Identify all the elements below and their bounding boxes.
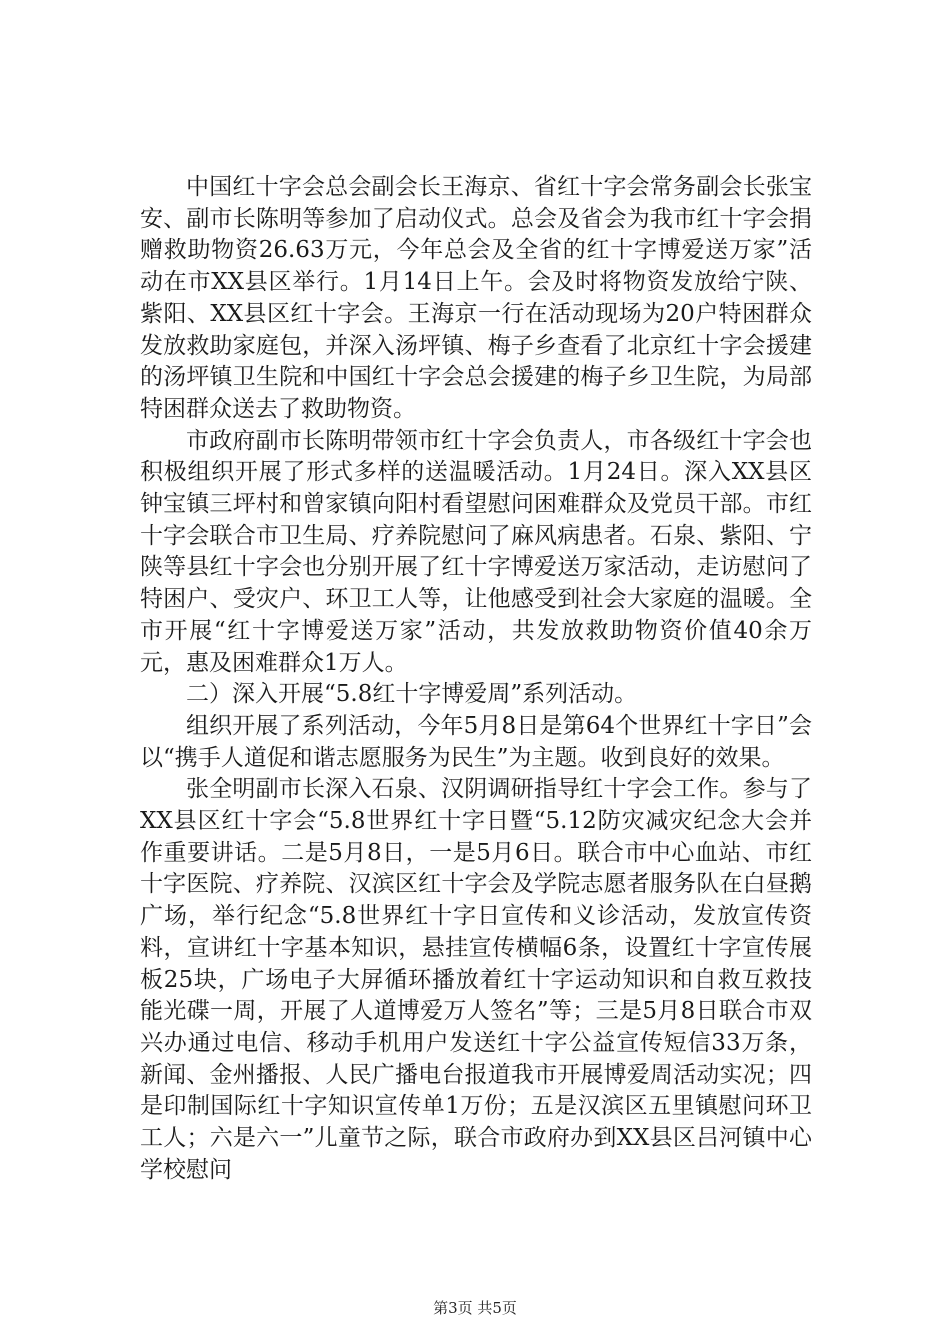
paragraph-4: 组织开展了系列活动，今年5月8日是第64个世界红十字日”会以“携手人道促和谐志愿服务为民生”为主题。收到良好的效果。	[140, 712, 812, 771]
paragraph-3: 二）深入开展“5.8红十字博爱周”系列活动。	[186, 681, 638, 708]
page-number-footer: 第3页 共5页	[433, 1299, 517, 1317]
document-body	[140, 172, 812, 1187]
paragraph-5: 张全明副市长深入石泉、汉阴调研指导红十字会工作。参与了XX县区红十字会“5.8世界红十字日暨“5.12防灾减灾纪念大会并作重要讲话。二是5月8日，一是5月6日。联合市中心血站、市红十字医院、疗养院、汉滨区红十字会及学院志愿者服务队在白昼鹅广场，举行纪念“5.8世界红十字日宣传和义诊活动，发放宣传资料，宣讲红十字基本知识，悬挂宣传横幅6条，设置红十字宣传展板25块，广场电子大屏循环播放着红十字运动知识和自救互救技能光碟一周，开展了人道博爱万人签名”等；三是5月8日联合市双兴办通过电信、移动手机用户发送红十字公益宣传短信33万条，新闻、金州播报、人民广播电台报道我市开展博爱周活动实况；四是印制国际红十字知识宣传单1万份；五是汉滨区五里镇慰问环卫工人；六是六一”儿童节之际，联合市政府办到XX县区吕河镇中心学校慰问	[140, 776, 812, 1183]
paragraph-2: 市政府副市长陈明带领市红十字会负责人，市各级红十字会也积极组织开展了形式多样的送温暖活动。1月24日。深入XX县区钟宝镇三坪村和曾家镇向阳村看望慰问困难群众及党员干部。市红十字会联合市卫生局、疗养院慰问了麻风病患者。石泉、紫阳、宁陕等县红十字会也分别开展了红十字博爱送万家活动，走访慰问了特困户、受灾户、环卫工人等，让他感受到社会大家庭的温暖。全市开展“红十字博爱送万家”活动，共发放救助物资价值40余万元，惠及困难群众1万人。	[140, 427, 812, 676]
paragraph-1: 中国红十字会总会副会长王海京、省红十字会常务副会长张宝安、副市长陈明等参加了启动仪式。总会及省会为我市红十字会捐赠救助物资26.63万元，今年总会及全省的红十字博爱送万家”活动在市XX县区举行。1月14日上午。会及时将物资发放给宁陕、紫阳、XX县区红十字会。王海京一行在活动现场为20户特困群众发放救助家庭包，并深入汤坪镇、梅子乡查看了北京红十字会援建的汤坪镇卫生院和中国红十字会总会援建的梅子乡卫生院，为局部特困群众送去了救助物资。	[140, 174, 812, 422]
